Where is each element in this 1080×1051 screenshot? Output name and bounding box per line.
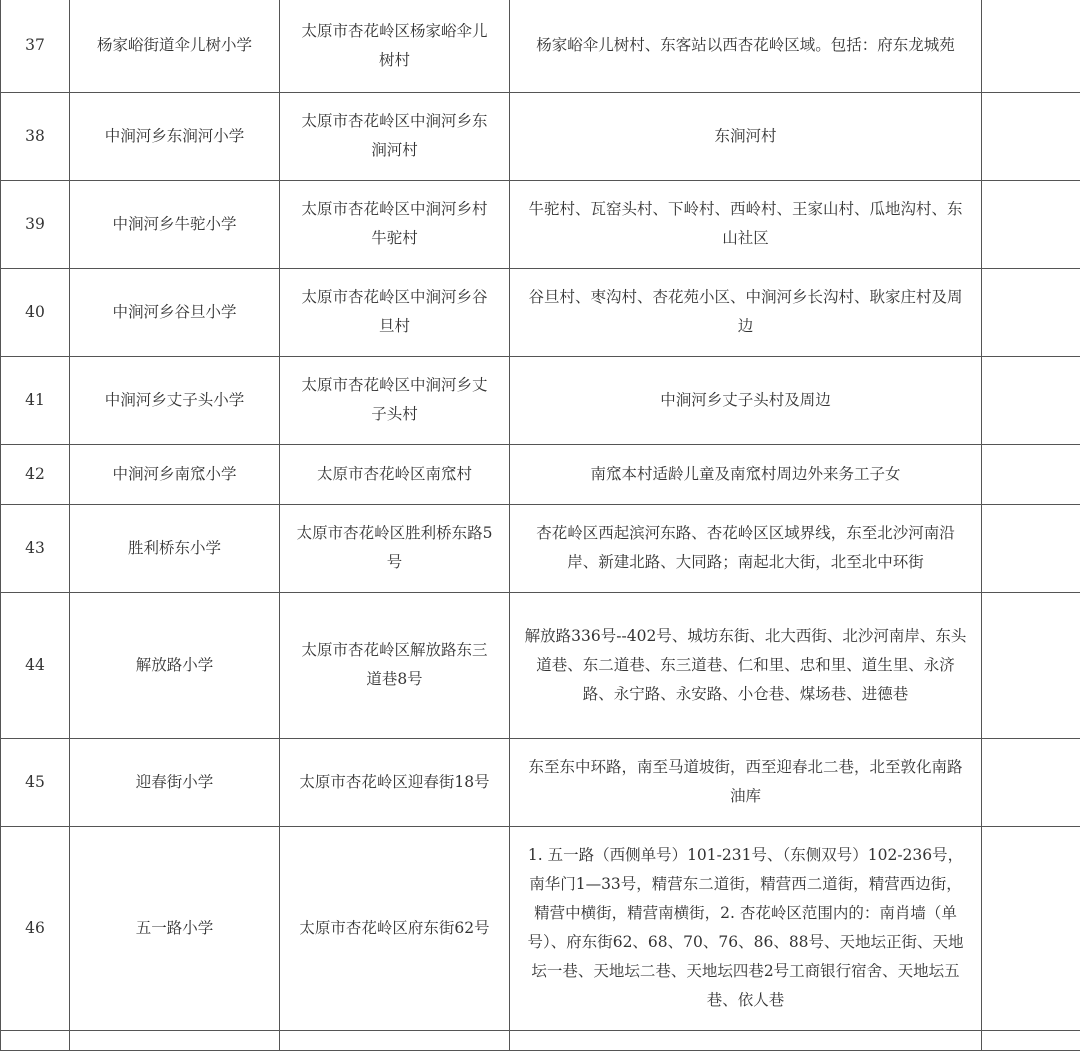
- table-row: [1, 444, 1080, 504]
- school-address: 太原市杏花岭区中涧河乡东涧河村: [280, 92, 510, 180]
- row-number: 43: [1, 504, 70, 592]
- school-address: 太原市杏花岭区中涧河乡谷旦村: [280, 268, 510, 356]
- remarks-cell: [982, 504, 1080, 592]
- row-number: 37: [1, 0, 70, 92]
- enrollment-area: 东涧河村: [510, 92, 982, 180]
- remarks-cell: [982, 1030, 1080, 1050]
- school-name: 胜利桥东小学: [70, 504, 280, 592]
- school-name: 中涧河乡东涧河小学: [70, 92, 280, 180]
- enrollment-area: 杏花岭区西起滨河东路、杏花岭区区域界线，东至北沙河南沿岸、新建北路、大同路；南起北大街，北至北中环街: [510, 504, 982, 592]
- remarks-cell: [982, 0, 1080, 92]
- school-name: 中涧河乡南窊小学: [70, 444, 280, 504]
- enrollment-area: 南窊本村适龄儿童及南窊村周边外来务工子女: [510, 444, 982, 504]
- table-row: [1, 504, 1080, 592]
- remarks-cell: [982, 738, 1080, 826]
- enrollment-area: 中涧河乡丈子头村及周边: [510, 356, 982, 444]
- table-row: [1, 1030, 1080, 1050]
- table-row: [1, 592, 1080, 738]
- remarks-cell: [982, 92, 1080, 180]
- remarks-cell: [982, 826, 1080, 1030]
- school-address: 太原市杏花岭区南窊村: [280, 444, 510, 504]
- row-number: 40: [1, 268, 70, 356]
- table-row: [1, 92, 1080, 180]
- row-number: 41: [1, 356, 70, 444]
- enrollment-area: 杨家峪伞儿树村、东客站以西杏花岭区域。包括：府东龙城苑: [510, 0, 982, 92]
- school-name: 迎春街小学: [70, 738, 280, 826]
- enrollment-area: 解放路336号--402号、城坊东街、北大西街、北沙河南岸、东头道巷、东二道巷、东三道巷、仁和里、忠和里、道生里、永济路、永宁路、永安路、小仓巷、煤场巷、进德巷: [510, 592, 982, 738]
- school-address: 太原市杏花岭区解放路东三道巷8号: [280, 592, 510, 738]
- row-number: 42: [1, 444, 70, 504]
- school-address: 太原市杏花岭区中涧河乡丈子头村: [280, 356, 510, 444]
- table-row: [1, 0, 1080, 92]
- school-address: 太原市杏花岭区府东街62号: [280, 826, 510, 1030]
- row-number: 46: [1, 826, 70, 1030]
- row-number: [1, 1030, 70, 1050]
- row-number: 39: [1, 180, 70, 268]
- remarks-cell: [982, 444, 1080, 504]
- enrollment-area: 1. 五一路（西侧单号）101-231号、（东侧双号）102-236号，南华门1—33号，精营东二道街，精营西二道街，精营西边街，精营中横街，精营南横街，2. 杏花岭区范围内的：南肖墙（单号）、府东街62、68、70、76、86、88号、天地坛正街、天地坛一巷、天地坛二巷、天地坛四巷2号工商银行宿舍、天地坛五巷、依人巷: [510, 826, 982, 1030]
- remarks-cell: [982, 268, 1080, 356]
- remarks-cell: [982, 356, 1080, 444]
- table-row: [1, 180, 1080, 268]
- table-row: [1, 738, 1080, 826]
- enrollment-area: 谷旦村、枣沟村、杏花苑小区、中涧河乡长沟村、耿家庄村及周边: [510, 268, 982, 356]
- school-name: 五一路小学: [70, 826, 280, 1030]
- table-row: [1, 356, 1080, 444]
- table-row: [1, 826, 1080, 1030]
- school-address: [280, 1030, 510, 1050]
- school-name: 杨家峪街道伞儿树小学: [70, 0, 280, 92]
- row-number: 44: [1, 592, 70, 738]
- remarks-cell: [982, 592, 1080, 738]
- school-address: 太原市杏花岭区迎春街18号: [280, 738, 510, 826]
- school-name: 中涧河乡牛驼小学: [70, 180, 280, 268]
- school-address: 太原市杏花岭区杨家峪伞儿树村: [280, 0, 510, 92]
- school-name: 中涧河乡谷旦小学: [70, 268, 280, 356]
- school-name: [70, 1030, 280, 1050]
- enrollment-area: 牛驼村、瓦窑头村、下岭村、西岭村、王家山村、瓜地沟村、东山社区: [510, 180, 982, 268]
- school-name: 中涧河乡丈子头小学: [70, 356, 280, 444]
- school-address: 太原市杏花岭区胜利桥东路5号: [280, 504, 510, 592]
- school-address: 太原市杏花岭区中涧河乡村牛驼村: [280, 180, 510, 268]
- table-row: [1, 268, 1080, 356]
- enrollment-area: [510, 1030, 982, 1050]
- remarks-cell: [982, 180, 1080, 268]
- row-number: 45: [1, 738, 70, 826]
- school-name: 解放路小学: [70, 592, 280, 738]
- row-number: 38: [1, 92, 70, 180]
- enrollment-area: 东至东中环路，南至马道坡街，西至迎春北二巷，北至敦化南路油库: [510, 738, 982, 826]
